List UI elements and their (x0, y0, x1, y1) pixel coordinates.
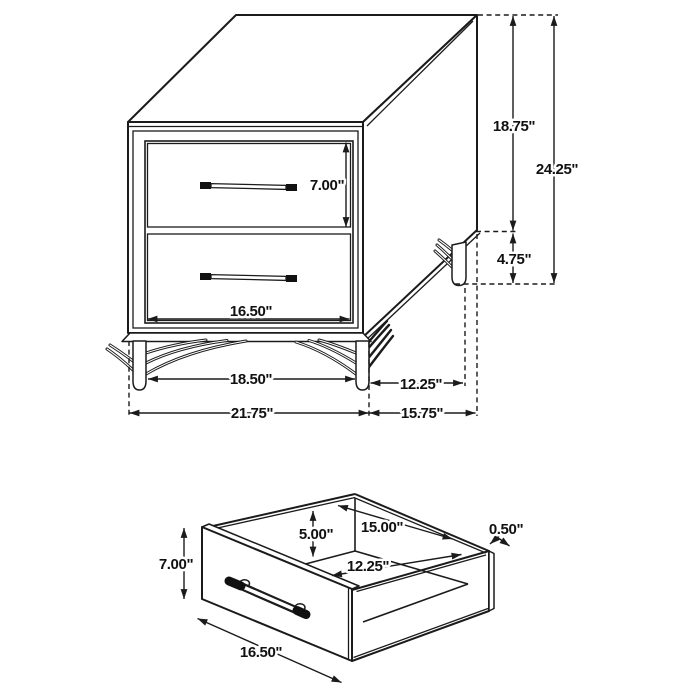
label-side-leg-spacing: 12.25" (399, 376, 443, 393)
dim-thickness-right (497, 537, 510, 546)
label-overall-height: 24.25" (535, 161, 579, 178)
drawer-back-wall-end (489, 551, 494, 611)
drawer-front-panel (202, 527, 352, 661)
leg-front-right (356, 341, 369, 390)
label-panel-thickness: 0.50" (488, 521, 524, 538)
label-drawer-width: 16.50" (239, 644, 283, 661)
label-drawer-front-height: 7.00" (309, 177, 345, 194)
leg-front-left (133, 341, 146, 390)
label-body-height: 18.75" (492, 118, 536, 135)
label-overall-width: 21.75" (230, 405, 274, 422)
drawer-view (159, 494, 524, 683)
label-interior-width: 15.00" (360, 519, 404, 536)
hairpin-leg-front-left (107, 340, 246, 390)
label-leg-height: 4.75" (496, 251, 532, 268)
label-drawer-height: 7.00" (158, 556, 194, 573)
label-drawer-front-width: 16.50" (229, 303, 273, 320)
label-interior-depth: 12.25" (346, 558, 390, 575)
label-overall-depth: 15.75" (400, 405, 444, 422)
label-interior-height: 5.00" (298, 526, 334, 543)
leg-back-right (452, 242, 466, 286)
label-front-leg-spacing: 18.50" (229, 371, 273, 388)
drawer-box (202, 494, 494, 661)
nightstand-view (107, 15, 578, 422)
nightstand-body (122, 15, 480, 342)
